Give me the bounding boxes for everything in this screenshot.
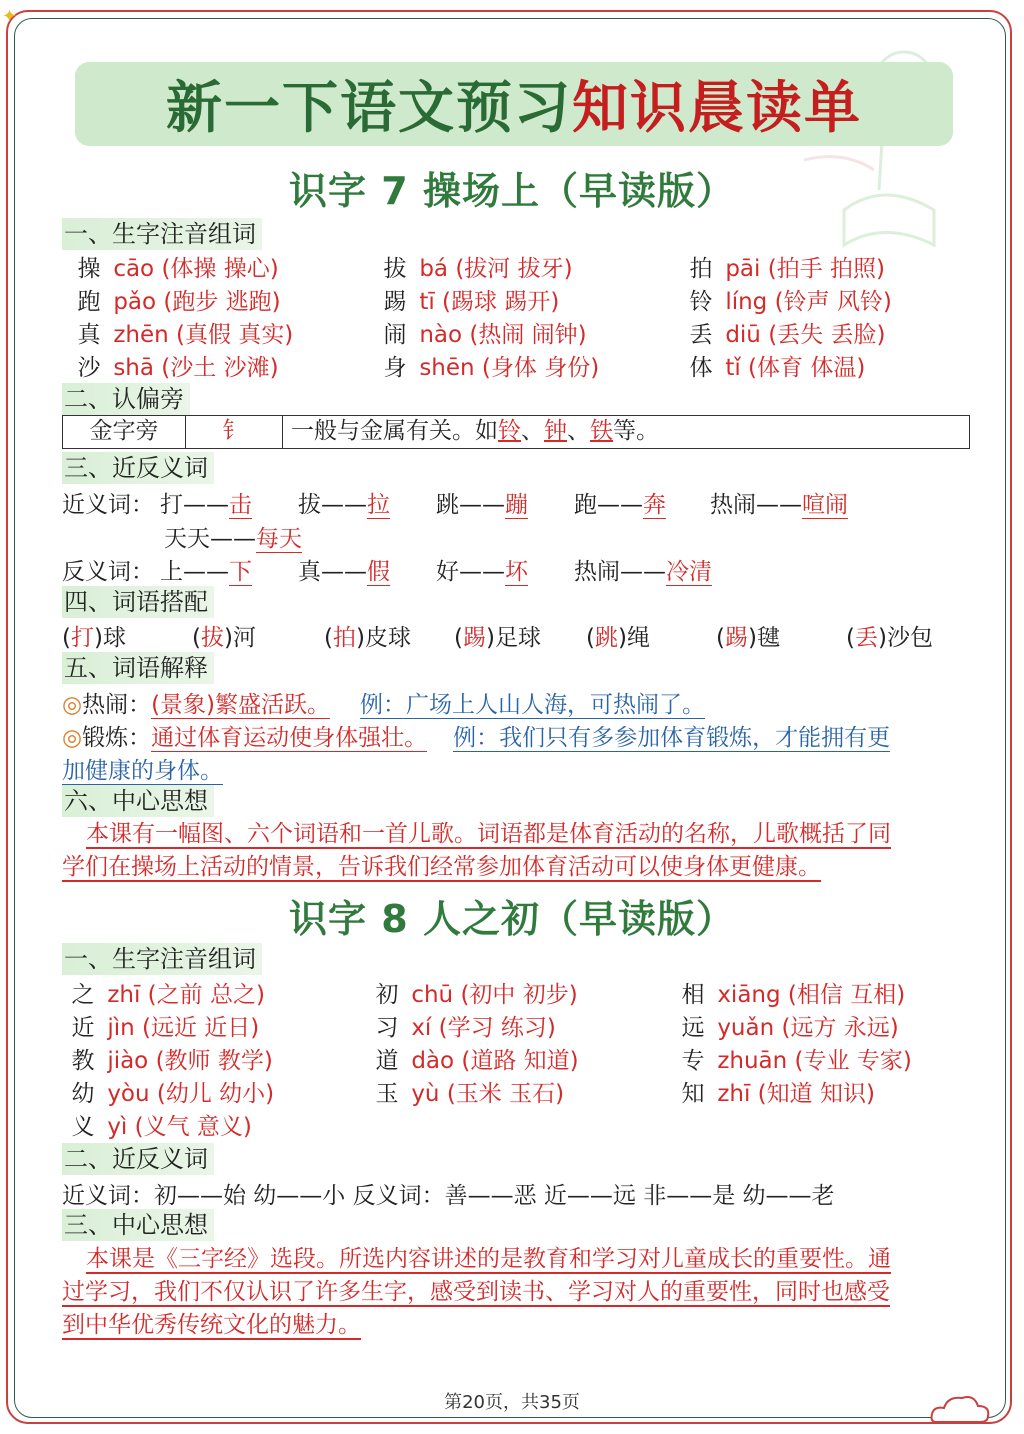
char-entry: 跑 pǎo (跑步 逃跑)	[77, 289, 281, 315]
explanation-re-nao: ◎热闹：(景象)繁盛活跃。 例：广场上人山人海，可热闹了。	[62, 692, 706, 718]
synonym-pair: 拔——拉	[298, 492, 390, 518]
lesson1-section-heading: 五、词语解释	[62, 652, 214, 684]
antonym-pair: 热闹——冷清	[574, 559, 712, 585]
word-pair: (拔)河	[192, 625, 256, 651]
word-pair: (拍)皮球	[324, 625, 411, 651]
char-entry: 相 xiāng (相信 互相)	[681, 982, 906, 1008]
char-entry: 专 zhuān (专业 专家)	[681, 1048, 912, 1074]
synonym-pair: 跳——蹦	[436, 492, 528, 518]
synonym-pair: 打——击	[160, 492, 252, 518]
page-number: 第20页，共35页	[444, 1392, 580, 1413]
lesson2-title: 识字 8 人之初（早读版）	[289, 897, 735, 941]
word-pair: (踢)足球	[454, 625, 541, 651]
char-entry: 教 jiào (教师 教学)	[71, 1048, 273, 1074]
char-entry: 沙 shā (沙土 沙滩)	[77, 355, 279, 381]
char-entry: 拔 bá (拔河 拔牙)	[383, 256, 573, 282]
radical-name: 金字旁	[63, 416, 186, 448]
lesson1-title: 识字 7 操场上（早读版）	[289, 169, 735, 213]
char-entry: 义 yì (义气 意义)	[71, 1114, 252, 1140]
char-entry: 之 zhī (之前 总之)	[71, 982, 265, 1008]
char-entry: 操 cāo (体操 操心)	[77, 256, 279, 282]
word-pair: (打)球	[62, 625, 126, 651]
explanation-duan-lian-cont: 加健康的身体。	[62, 758, 223, 784]
title-part-1: 新一下语文预习	[166, 75, 572, 141]
radical-symbol: 钅	[186, 416, 283, 448]
char-entry: 铃 líng (铃声 风铃)	[689, 289, 892, 315]
lesson2-section-heading: 三、中心思想	[62, 1209, 214, 1241]
title-part-2: 知识晨读单	[572, 75, 862, 141]
word-pair: (丢)沙包	[846, 625, 933, 651]
explanation-duan-lian: ◎锻炼：通过体育运动使身体强壮。 例：我们只有多参加体育锻炼，才能拥有更	[62, 725, 891, 751]
antonym-pair: 好——坏	[436, 559, 528, 585]
char-entry: 初 chū (初中 初步)	[375, 982, 578, 1008]
lesson1-section-heading: 四、词语搭配	[62, 586, 214, 618]
synonym-pair: 天天——每天	[164, 526, 302, 552]
char-entry: 体 tǐ (体育 体温)	[689, 355, 866, 381]
char-entry: 近 jìn (远近 近日)	[71, 1015, 260, 1041]
lesson1-section-heading: 二、认偏旁	[62, 383, 190, 415]
synonym-pair: 热闹——喧闹	[710, 492, 848, 518]
synonym-line: 近义词：	[62, 492, 154, 518]
lesson1-section-heading: 一、生字注音组词	[62, 218, 262, 250]
lesson1-section-heading: 三、近反义词	[62, 452, 214, 484]
lesson1-section-heading: 六、中心思想	[62, 785, 214, 817]
char-entry: 知 zhī (知道 知识)	[681, 1081, 875, 1107]
antonym-label: 反义词：	[62, 559, 154, 585]
antonym-pair: 真——假	[298, 559, 390, 585]
word-pair: (踢)毽	[716, 625, 780, 651]
radical-table	[62, 415, 970, 449]
char-entry: 习 xí (学习 练习)	[375, 1015, 556, 1041]
char-entry: 道 dào (道路 知道)	[375, 1048, 579, 1074]
title-banner	[75, 62, 953, 146]
lesson2-section-heading: 二、近反义词	[62, 1143, 214, 1175]
antonym-pair: 上——下	[160, 559, 252, 585]
char-entry: 丢 diū (丢失 丢脸)	[689, 322, 886, 348]
lesson2-central-idea: 本课是《三字经》选段。所选内容讲述的是教育和学习对儿童成长的重要性。通 过学习，我们不仅认识了许多生字，感受到读书、学习对人的重要性，同时也感受 到中华优秀传统文化的魅力。	[62, 1246, 891, 1338]
char-entry: 闹 nào (热闹 闹钟)	[383, 322, 587, 348]
radical-description: 一般与金属有关。如铃、钟、铁等。	[291, 418, 659, 444]
synonym-pair: 跑——奔	[574, 492, 666, 518]
char-entry: 拍 pāi (拍手 拍照)	[689, 256, 885, 282]
char-entry: 踢 tī (踢球 踢开)	[383, 289, 560, 315]
char-entry: 玉 yù (玉米 玉石)	[375, 1081, 565, 1107]
lesson1-central-idea: 本课有一幅图、六个词语和一首儿歌。词语都是体育活动的名称，儿歌概括了同 学们在操场上活动的情景，告诉我们经常参加体育活动可以使身体更健康。	[62, 821, 891, 880]
char-entry: 真 zhēn (真假 真实)	[77, 322, 294, 348]
lesson2-synonym-antonym-line: 近义词：初——始 幼——小 反义词：善——恶 近——远 非——是 幼——老	[62, 1183, 835, 1209]
lesson2-section-heading: 一、生字注音组词	[62, 943, 262, 975]
sparkle-icon: ✦	[2, 6, 18, 27]
word-pair: (跳)绳	[586, 625, 650, 651]
char-entry: 远 yuǎn (远方 永远)	[681, 1015, 899, 1041]
char-entry: 身 shēn (身体 身份)	[383, 355, 600, 381]
char-entry: 幼 yòu (幼儿 幼小)	[71, 1081, 275, 1107]
